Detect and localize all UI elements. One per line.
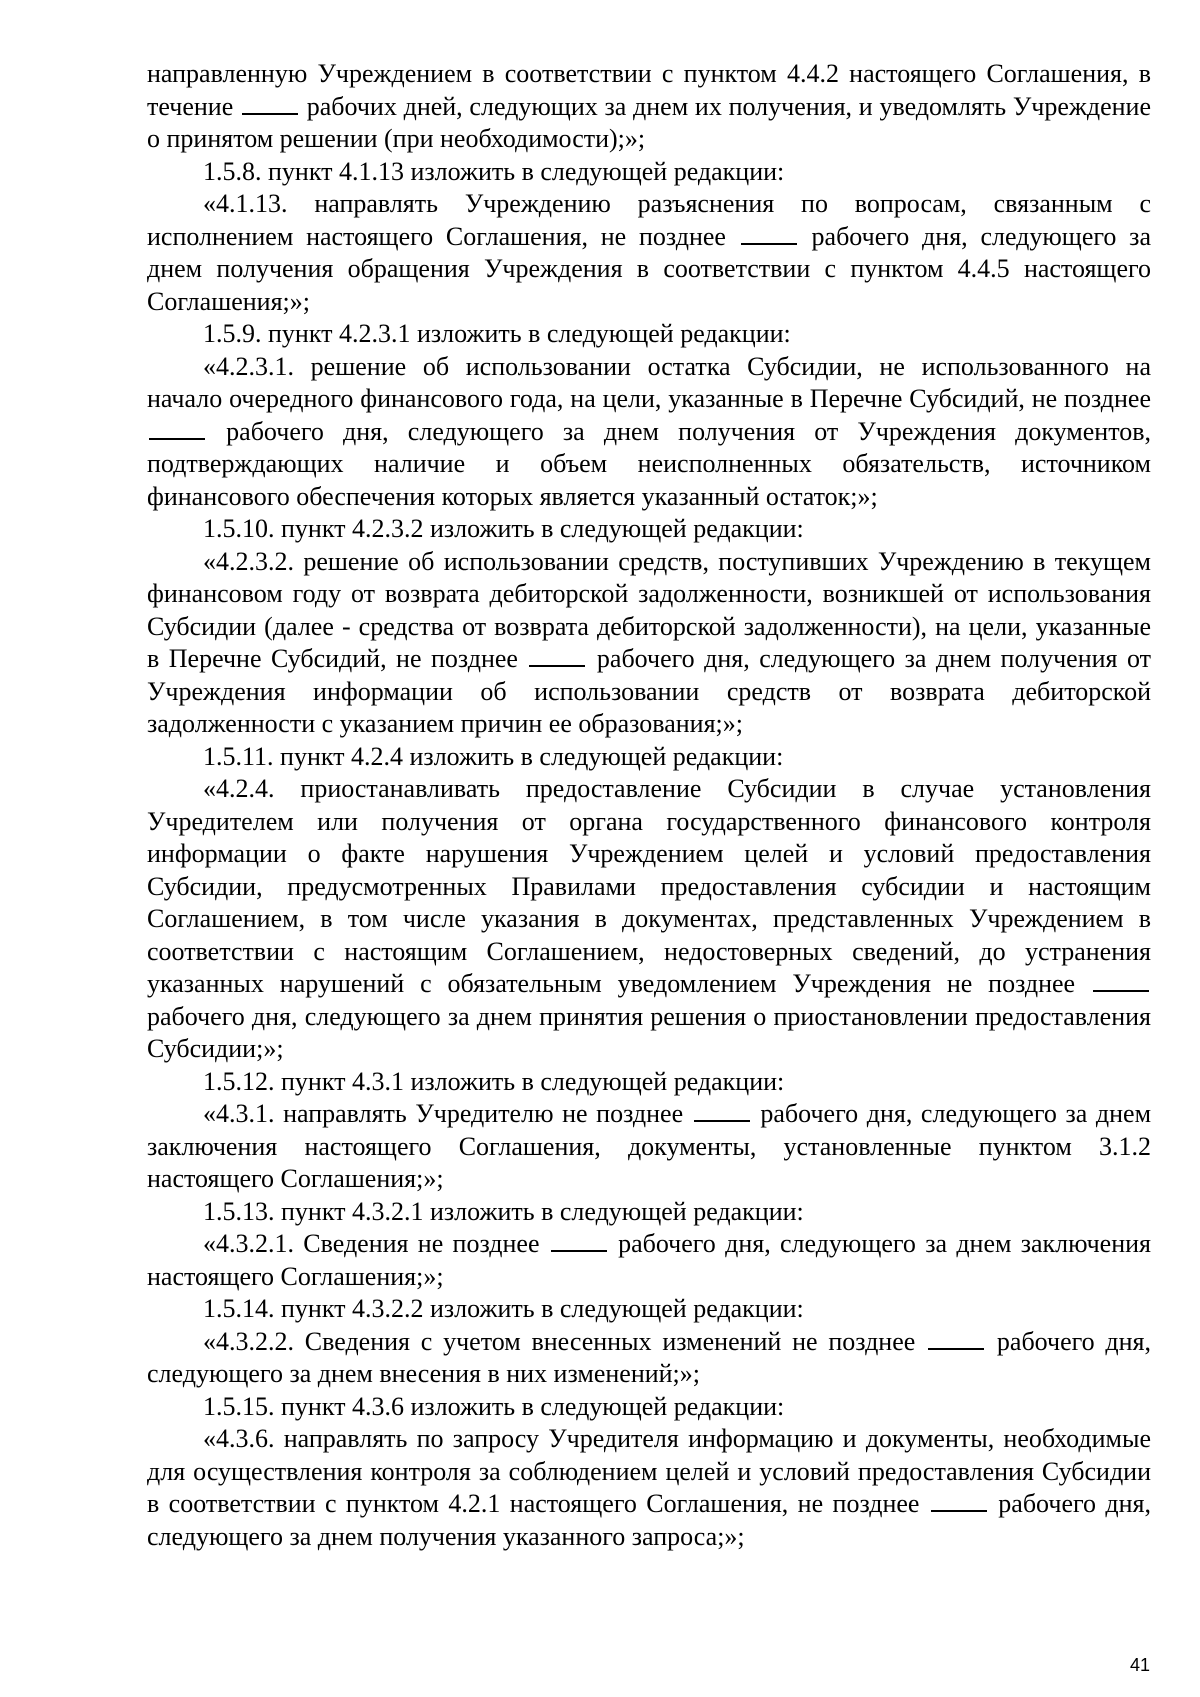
paragraph-text: рабочего дня, следующего за днем заключения настоящего Соглашения, документы, установленные пунктом 3.1.2 настоящего Соглашения;»; (147, 1099, 1152, 1193)
amendment-body (147, 1228, 1151, 1293)
amendment-heading: 1.5.10. пункт 4.2.3.2 изложить в следующей редакции: (203, 514, 804, 543)
blank-field (529, 643, 585, 667)
amendment-body (147, 1326, 1151, 1391)
amendment-body (147, 351, 1151, 514)
paragraph-text: рабочего дня, следующего за днем заключения настоящего Соглашения;»; (147, 1229, 1151, 1291)
blank-field (551, 1228, 607, 1252)
blank-field (149, 416, 205, 440)
amendment-heading: 1.5.9. пункт 4.2.3.1 изложить в следующей редакции: (203, 319, 791, 348)
paragraph-text: рабочих дней, следующих за днем их получения, и уведомлять Учреждение о принятом решении (при необходимости);»; (147, 91, 1151, 153)
amendment-heading: 1.5.8. пункт 4.1.13 изложить в следующей редакции: (203, 156, 785, 186)
paragraph-text: рабочего дня, следующего за днем получения от Учреждения документов, подтверждающих наличие и объем неисполненных обязательств, источником финансового обеспечения которых является указанный остаток;»; (147, 416, 1151, 511)
blank-field (931, 1488, 987, 1512)
paragraph-text: «4.1.13. направлять Учреждению разъяснения по вопросам, связанным с исполнением настоящего Соглашения, не позднее (147, 189, 1151, 251)
amendment-body (147, 188, 1151, 318)
paragraph-text: «4.3.2.2. Сведения с учетом внесенных изменений не позднее (203, 1326, 916, 1356)
amendment-heading: 1.5.15. пункт 4.3.6 изложить в следующей редакции: (203, 1391, 785, 1421)
amendment-heading: 1.5.11. пункт 4.2.4 изложить в следующей редакции: (203, 741, 784, 771)
paragraph-text: «4.3.6. направлять по запросу Учредителя информацию и документы, необходимые для осуществления контроля за соблюдением целей и условий предоставления Субсидии в соответствии с пунктом 4.2.1 настоящего Соглашения, не позднее (147, 1424, 1151, 1518)
paragraph-text: рабочего дня, следующего за днем получения от Учреждения информации об использовании средств от возврата дебиторской задолженности с указанием причин ее образования;»; (147, 644, 1151, 738)
blank-field (1093, 968, 1149, 992)
paragraph-text: «4.2.4. приостанавливать предоставление Субсидии в случае установления Учредителем или получения от органа государственного финансового контроля информации о факте нарушения Учреждением целей и условий предоставления Субсидии, предусмотренных Правилами предоставления субсидии и настоящим Соглашением, в том числе указания в документах, представленных Учреждением в соответствии с настоящим Соглашением, недостоверных сведений, до устранения указанных нарушений с обязательным уведомлением Учреждения не позднее (147, 774, 1151, 998)
amendment-heading: 1.5.14. пункт 4.3.2.2 изложить в следующей редакции: (203, 1294, 804, 1323)
blank-field (741, 221, 797, 245)
amendment-heading: 1.5.13. пункт 4.3.2.1 изложить в следующей редакции: (203, 1196, 804, 1226)
blank-field (694, 1098, 750, 1122)
amendment-body (147, 546, 1151, 741)
paragraph-text: рабочего дня, следующего за днем получения указанного запроса;»; (147, 1489, 1152, 1551)
paragraph-text: рабочего дня, следующего за днем принятия решения о приостановлении предоставления Субсидии;»; (147, 1001, 1151, 1063)
page-number: 41 (1130, 1655, 1151, 1675)
amendment-body (147, 773, 1151, 1066)
paragraph-text: рабочего дня, следующего за днем внесения в них изменений;»; (147, 1326, 1152, 1388)
paragraph-text: «4.2.3.2. решение об использовании средств, поступивших Учреждению в текущем финансовом году от возврата дебиторской задолженности, возникшей от использования Субсидии (далее - средства от возврата дебиторской задолженности), на цели, указанные в Перечне Субсидий, не позднее (147, 546, 1151, 673)
paragraph-text: направленную Учреждением в соответствии с пунктом 4.4.2 настоящего Соглашения, в течение (147, 59, 1151, 121)
paragraph-text: рабочего дня, следующего за днем получения обращения Учреждения в соответствии с пунктом 4.4.5 настоящего Соглашения;»; (147, 221, 1151, 316)
amendment-heading: 1.5.12. пункт 4.3.1 изложить в следующей редакции: (203, 1066, 785, 1096)
paragraph-continuation (147, 58, 1151, 156)
amendment-body (147, 1098, 1151, 1196)
blank-field (928, 1326, 984, 1350)
paragraph-text: «4.3.1. направлять Учредителю не позднее (203, 1099, 684, 1128)
paragraph-text: «4.2.3.1. решение об использовании остатка Субсидии, не использованного на начало очередного финансового года, на цели, указанные в Перечне Субсидий, не позднее (147, 351, 1151, 413)
document-page (147, 58, 1151, 1553)
paragraph-text: «4.3.2.1. Сведения не позднее (203, 1229, 540, 1258)
blank-field (242, 91, 298, 115)
amendment-body (147, 1423, 1151, 1553)
